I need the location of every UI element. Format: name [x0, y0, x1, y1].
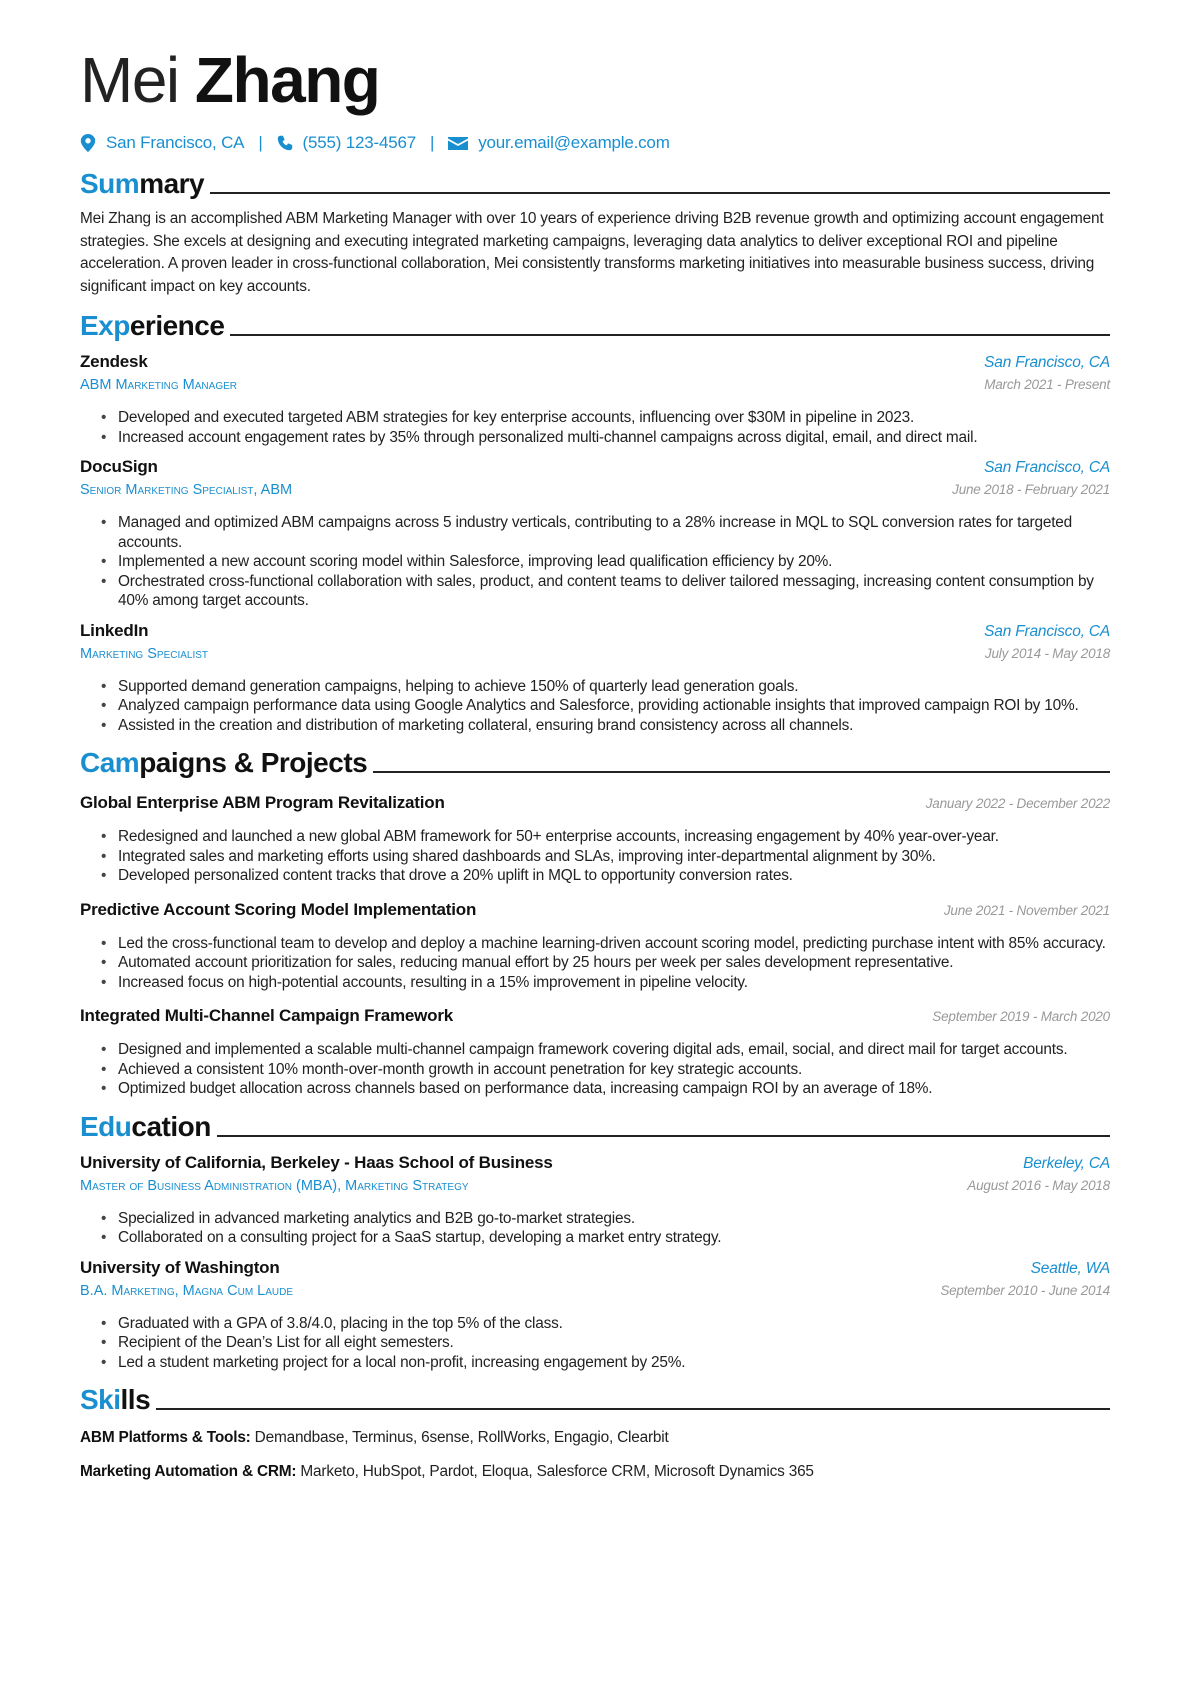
section-heading-summary: Summary — [80, 168, 1110, 200]
envelope-icon — [448, 134, 468, 152]
role: Master of Business Administration (MBA), Marketing Strategy — [80, 1177, 469, 1194]
location: San Francisco, CA — [984, 622, 1110, 640]
bullet-list — [118, 1040, 1110, 1099]
role: Marketing Specialist — [80, 645, 209, 662]
resume — [80, 40, 1110, 1484]
project-entry — [80, 791, 1110, 886]
contact-email[interactable]: your.email@example.com — [448, 133, 669, 153]
role: Senior Marketing Specialist, ABM — [80, 482, 293, 498]
bullet-item: • Increased focus on high-potential accounts, resulting in a 15% improvement in pipeline velocity. — [118, 973, 1110, 993]
bullet-list — [118, 1314, 1110, 1373]
bullet-item: • Led the cross-functional team to develop and deploy a machine learning-driven account scoring model, predicting purchase intent with 85% accuracy. — [118, 934, 1110, 954]
bullet-item: • Achieved a consistent 10% month-over-month growth in account penetration for key strategic accounts. — [118, 1060, 1110, 1080]
section-heading-skills: Skills — [80, 1384, 1110, 1416]
contact-phone[interactable]: (555) 123-4567 — [277, 133, 416, 153]
education-entry — [80, 1256, 1110, 1373]
bullet-item: • Specialized in advanced marketing analytics and B2B go-to-market strategies. — [118, 1209, 1110, 1229]
location: Berkeley, CA — [1023, 1154, 1110, 1172]
date-range: June 2021 - November 2021 — [943, 902, 1110, 918]
bullet-list — [118, 408, 1110, 447]
divider — [210, 192, 1110, 194]
bullet-list — [118, 677, 1110, 736]
bullet-item: • Developed personalized content tracks that drove a 20% uplift in MQL to opportunity conversion rates. — [118, 866, 1110, 886]
divider — [373, 771, 1110, 773]
organization: LinkedIn — [80, 620, 149, 640]
date-range: March 2021 - Present — [984, 377, 1110, 392]
date-range: September 2010 - June 2014 — [940, 1282, 1110, 1298]
organization: Zendesk — [80, 352, 148, 371]
divider — [217, 1135, 1110, 1137]
skill-values: Demandbase, Terminus, 6sense, RollWorks, Engagio, Clearbit — [250, 1429, 669, 1446]
project-name: Integrated Multi-Channel Campaign Framework — [80, 1006, 454, 1025]
skill-category: ABM Platforms & Tools: — [80, 1429, 251, 1446]
bullet-item: • Increased account engagement rates by 35% through personalized multi-channel campaigns across digital, email, and direct mail. — [118, 428, 1110, 448]
experience-entry — [80, 350, 1110, 447]
role: B.A. Marketing, Magna Cum Laude — [80, 1282, 294, 1299]
bullet-item: • Assisted in the creation and distribution of marketing collateral, ensuring brand consistency across all channels. — [118, 716, 1110, 736]
phone-icon — [277, 134, 293, 152]
bullet-item: • Automated account prioritization for sales, reducing manual effort by 25 hours per week per sales development representative. — [118, 953, 1110, 973]
education-entry — [80, 1151, 1110, 1248]
project-entry — [80, 1004, 1110, 1099]
bullet-item: • Redesigned and launched a new global ABM framework for 50+ enterprise accounts, increasing engagement by 40% year-over-year. — [118, 827, 1110, 847]
date-range: June 2018 - February 2021 — [952, 482, 1110, 497]
skill-values: Marketo, HubSpot, Pardot, Eloqua, Salesforce CRM, Microsoft Dynamics 365 — [296, 1463, 814, 1480]
bullet-list — [118, 934, 1110, 993]
bullet-item: • Implemented a new account scoring model within Salesforce, improving lead qualification efficiency by 20%. — [118, 552, 1110, 572]
location: San Francisco, CA — [984, 354, 1110, 371]
bullet-item: • Analyzed campaign performance data using Google Analytics and Salesforce, providing actionable insights that improved campaign ROI by 10%. — [118, 696, 1110, 716]
map-pin-icon — [80, 134, 96, 152]
date-range: July 2014 - May 2018 — [984, 645, 1110, 661]
organization: University of California, Berkeley - Haas School of Business — [80, 1152, 553, 1172]
date-range: January 2022 - December 2022 — [925, 796, 1110, 811]
bullet-item: • Orchestrated cross-functional collaboration with sales, product, and content teams to deliver tailored messaging, increasing content consumption by 40% among target accounts. — [118, 572, 1110, 611]
separator: | — [258, 133, 263, 152]
bullet-item: • Designed and implemented a scalable multi-channel campaign framework covering digital ads, email, social, and direct mail for target accounts. — [118, 1040, 1110, 1060]
project-name: Predictive Account Scoring Model Implementation — [80, 899, 477, 919]
experience-entry — [80, 455, 1110, 611]
candidate-name: Mei Zhang — [80, 44, 380, 116]
organization: University of Washington — [80, 1257, 280, 1277]
bullet-list — [118, 827, 1110, 886]
summary-text: Mei Zhang is an accomplished ABM Marketing Manager with over 10 years of experience driving B2B revenue growth and optimizing account engagement strategies. She excels at designing and executing integrated marketing campaigns, leveraging data analytics to deliver exceptional ROI and pipeline acceleration. A proven leader in cross-functional collaboration, Mei consistently transforms marketing initiatives into measurable business success, driving significant impact on key accounts. — [80, 210, 1104, 295]
contact-location: San Francisco, CA — [80, 133, 244, 153]
bullet-item: • Graduated with a GPA of 3.8/4.0, placing in the top 5% of the class. — [118, 1314, 1110, 1334]
experience-entry — [80, 619, 1110, 736]
section-heading-projects: Campaigns & Projects — [80, 747, 1110, 779]
section-heading-education: Education — [80, 1111, 1110, 1143]
bullet-item: • Collaborated on a consulting project for a SaaS startup, developing a market entry strategy. — [118, 1228, 1110, 1248]
separator: | — [430, 133, 435, 152]
date-range: August 2016 - May 2018 — [967, 1177, 1110, 1193]
bullet-item: • Recipient of the Dean’s List for all eight semesters. — [118, 1333, 1110, 1353]
location: Seattle, WA — [1030, 1259, 1110, 1277]
organization: DocuSign — [80, 457, 158, 476]
contact-bar — [80, 130, 1110, 156]
project-name: Global Enterprise ABM Program Revitalization — [80, 793, 445, 812]
date-range: September 2019 - March 2020 — [932, 1009, 1110, 1024]
location: San Francisco, CA — [984, 459, 1110, 476]
bullet-item: • Integrated sales and marketing efforts using shared dashboards and SLAs, improving inter-departmental alignment by 30%. — [118, 847, 1110, 867]
divider — [156, 1408, 1110, 1410]
bullet-list — [118, 1209, 1110, 1248]
bullet-item: • Optimized budget allocation across channels based on performance data, increasing campaign ROI by an average of 18%. — [118, 1079, 1110, 1099]
skill-line — [80, 1426, 1110, 1450]
skill-line — [80, 1460, 1110, 1484]
role: ABM Marketing Manager — [80, 377, 237, 393]
bullet-item: • Managed and optimized ABM campaigns across 5 industry verticals, contributing to a 28% increase in MQL to SQL conversion rates for targeted accounts. — [118, 513, 1110, 552]
project-entry — [80, 898, 1110, 993]
bullet-list — [118, 513, 1110, 611]
bullet-item: • Led a student marketing project for a local non-profit, increasing engagement by 25%. — [118, 1353, 1110, 1373]
divider — [230, 334, 1110, 336]
skill-category: Marketing Automation & CRM: — [80, 1463, 297, 1480]
bullet-item: • Supported demand generation campaigns, helping to achieve 150% of quarterly lead generation goals. — [118, 677, 1110, 697]
bullet-item: • Developed and executed targeted ABM strategies for key enterprise accounts, influencing over $30M in pipeline in 2023. — [118, 408, 1110, 428]
section-heading-experience: Experience — [80, 310, 1110, 342]
